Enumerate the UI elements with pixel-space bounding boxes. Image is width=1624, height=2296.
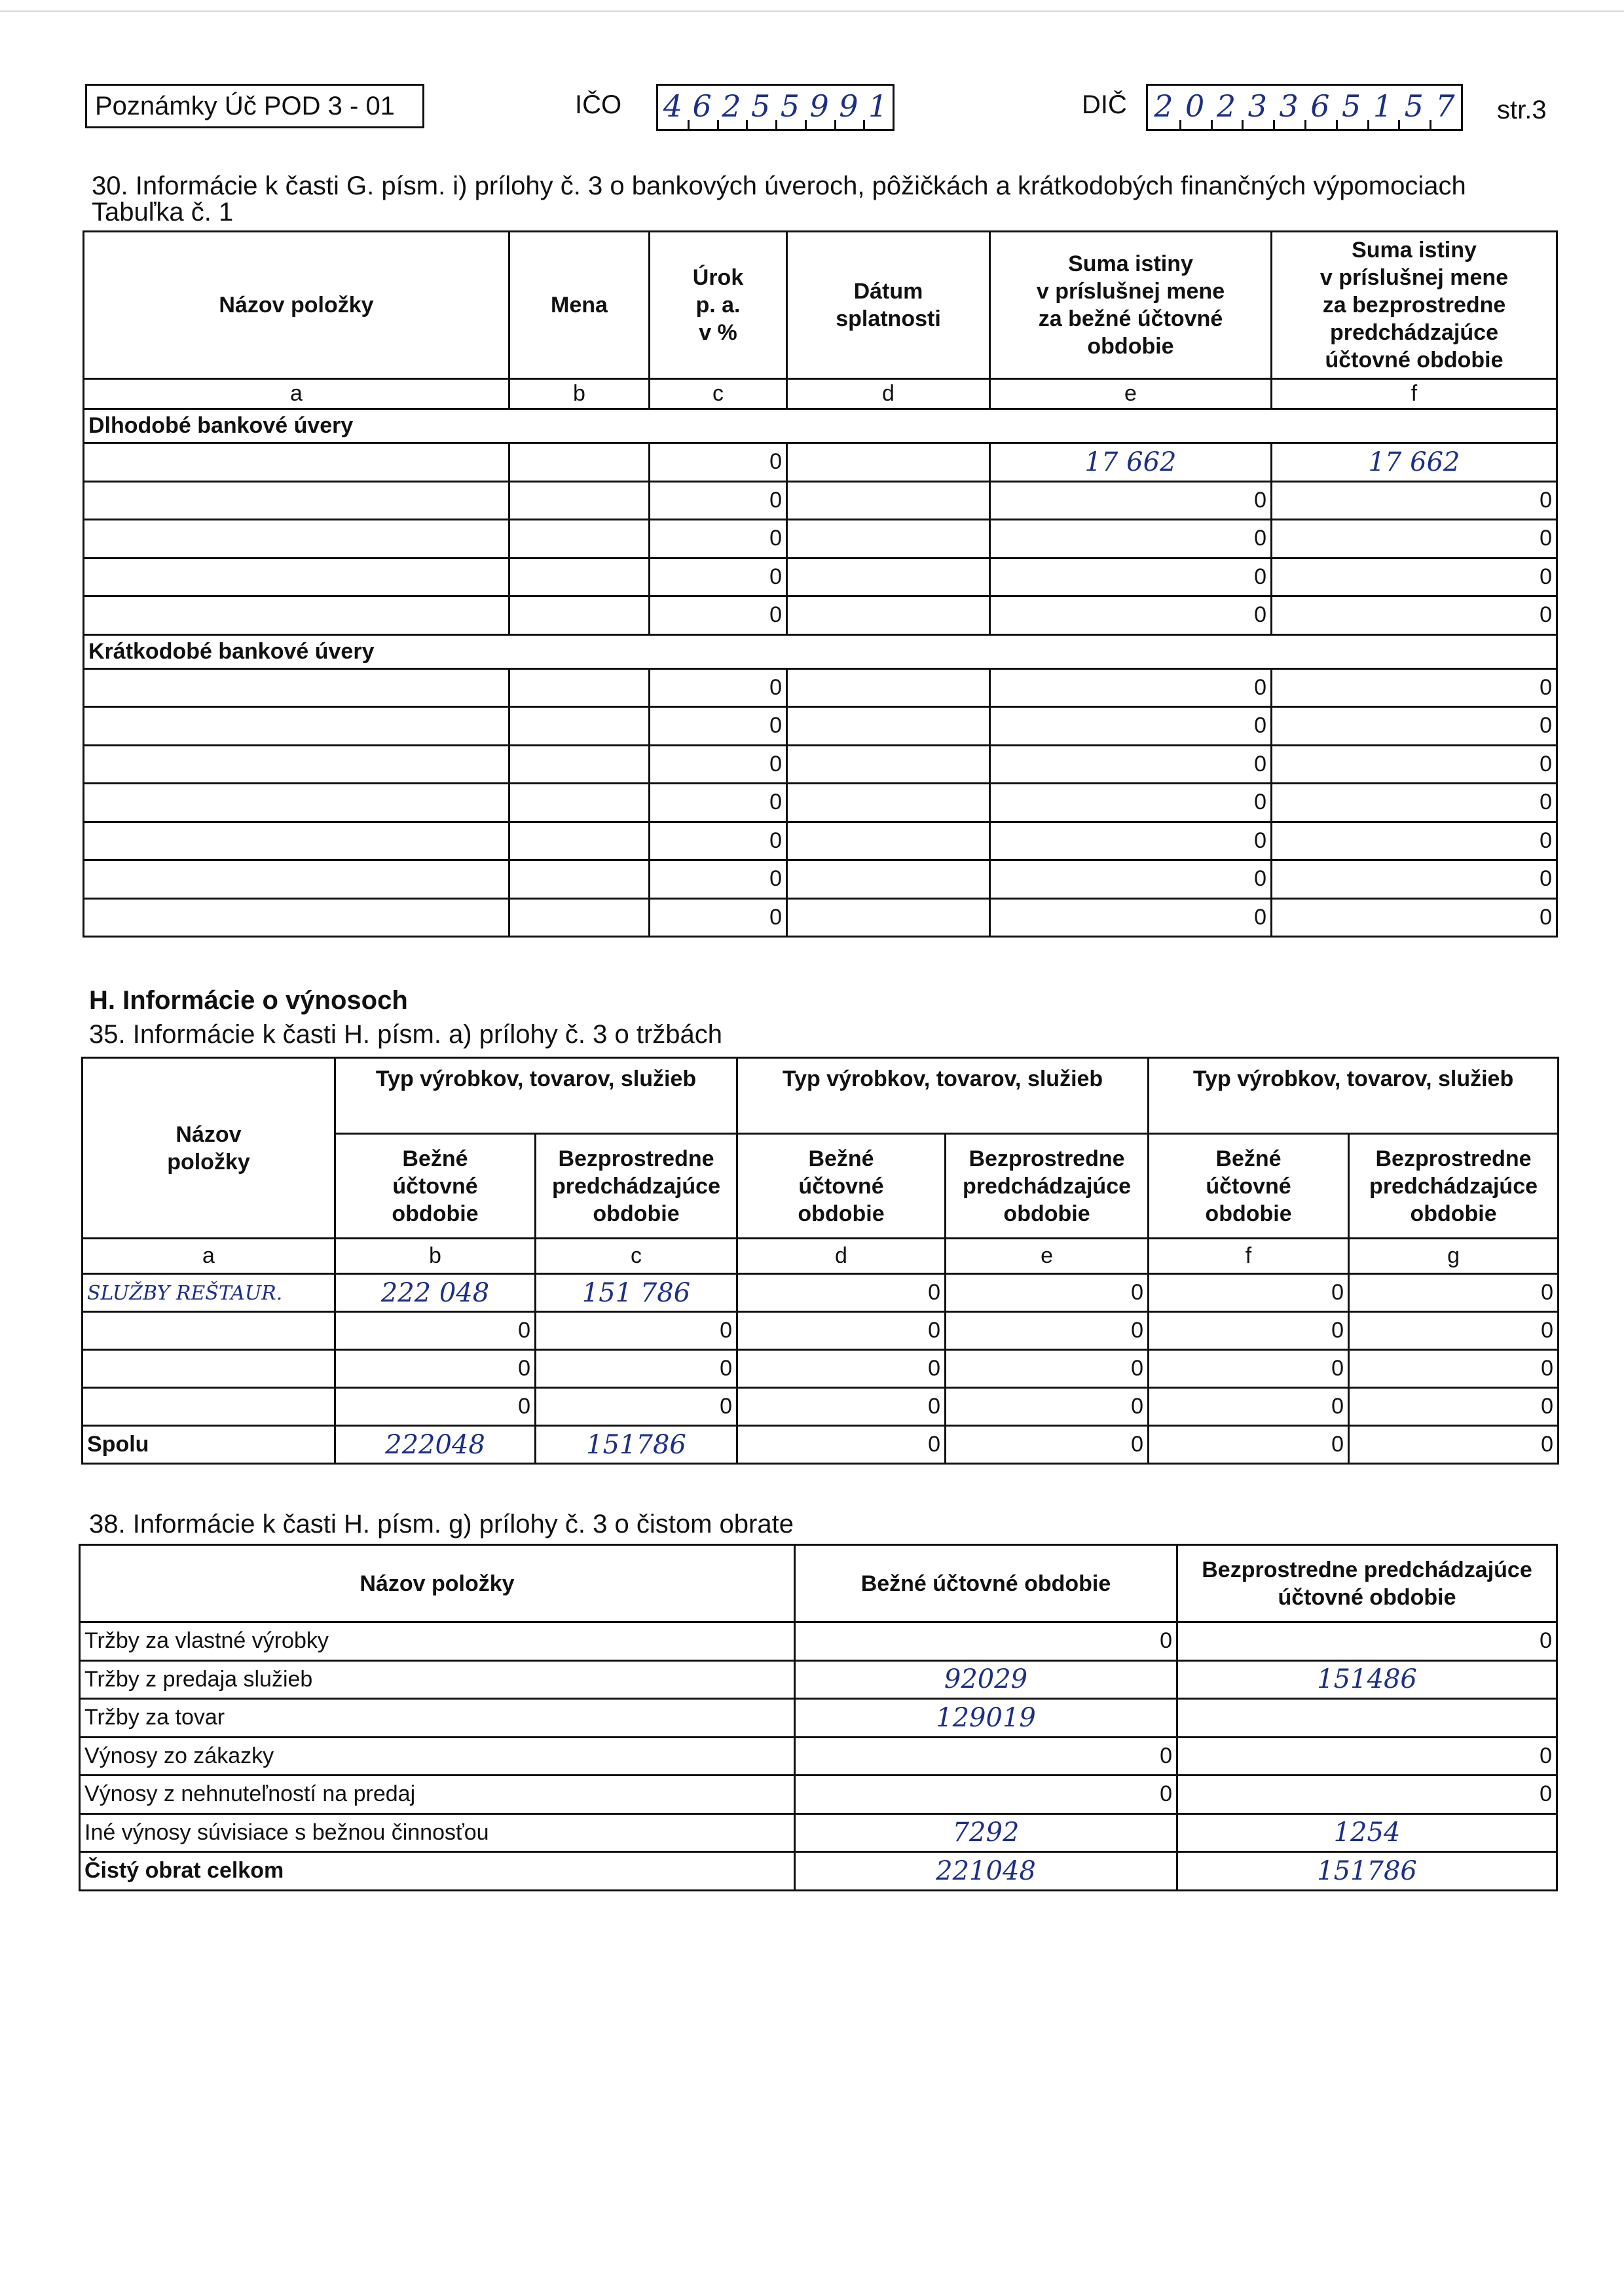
loan-rate-cell: 0 bbox=[650, 443, 787, 482]
handwritten-value: 92029 bbox=[944, 1664, 1028, 1695]
loan-name-cell bbox=[84, 596, 509, 635]
revenue-value-cell: 0 bbox=[946, 1350, 1149, 1388]
revenue-value-cell bbox=[335, 1274, 536, 1312]
handwritten-value: 222 048 bbox=[380, 1277, 490, 1308]
loan-row bbox=[84, 558, 1557, 596]
section-label: Dlhodobé bankové úvery bbox=[84, 409, 1557, 443]
loan-name-cell bbox=[84, 745, 509, 784]
revenue-value-cell: 0 bbox=[946, 1274, 1149, 1312]
revenue-value-cell: 0 bbox=[536, 1350, 737, 1388]
handwritten-value: 151 786 bbox=[581, 1277, 691, 1308]
revenue-row bbox=[83, 1388, 1559, 1426]
handwritten-value: 7292 bbox=[952, 1817, 1020, 1848]
loan-current-cell: 0 bbox=[990, 520, 1272, 558]
digit: 2 bbox=[717, 86, 747, 129]
handwritten-value: 1254 bbox=[1333, 1817, 1401, 1848]
loan-row bbox=[84, 596, 1557, 635]
turnover-name-cell: Výnosy z nehnuteľností na predaj bbox=[80, 1776, 795, 1814]
loan-row bbox=[84, 745, 1557, 784]
turnover-current-cell: 0 bbox=[795, 1622, 1177, 1661]
col-current: Bežné účtovné obdobie bbox=[1149, 1134, 1349, 1239]
revenue-value-cell: 0 bbox=[1349, 1388, 1559, 1426]
turnover-current-cell: 0 bbox=[795, 1737, 1177, 1776]
col-name: Názov položky bbox=[84, 232, 509, 379]
loan-name-cell bbox=[84, 784, 509, 822]
loan-current-cell: 0 bbox=[990, 707, 1272, 746]
loan-currency-cell bbox=[509, 784, 650, 822]
loan-name-cell bbox=[84, 898, 509, 937]
handwritten-value: 151486 bbox=[1317, 1664, 1417, 1695]
loan-currency-cell bbox=[509, 898, 650, 937]
revenue-value-cell: 0 bbox=[1149, 1426, 1349, 1464]
loan-rate-cell: 0 bbox=[650, 784, 787, 822]
loan-rate-cell: 0 bbox=[650, 520, 787, 558]
loan-row bbox=[84, 481, 1557, 520]
section-30-subtitle: Tabuľka č. 1 bbox=[92, 198, 234, 227]
revenue-value-cell bbox=[335, 1426, 536, 1464]
loan-currency-cell bbox=[509, 707, 650, 746]
loan-previous-cell: 0 bbox=[1272, 784, 1557, 822]
letter: a bbox=[83, 1239, 335, 1274]
loan-row bbox=[84, 668, 1557, 707]
ico-field bbox=[656, 84, 895, 131]
col-name: Názov položky bbox=[83, 1058, 335, 1239]
col-rate: Úrok p. a. v % bbox=[650, 232, 787, 379]
dic-field bbox=[1146, 84, 1463, 131]
turnover-previous-cell: 0 bbox=[1177, 1776, 1557, 1814]
turnover-previous-cell bbox=[1177, 1660, 1557, 1699]
digit: 7 bbox=[1430, 86, 1461, 129]
dic-label: DIČ bbox=[1082, 90, 1127, 119]
loan-currency-cell bbox=[509, 668, 650, 707]
letter: e bbox=[946, 1239, 1149, 1274]
page-number: str.3 bbox=[1497, 96, 1547, 124]
handwritten-value: 151786 bbox=[586, 1429, 686, 1460]
revenue-row bbox=[83, 1312, 1559, 1350]
loan-name-cell bbox=[84, 558, 509, 596]
loan-current-cell: 0 bbox=[990, 481, 1272, 520]
col-previous: Bezprostredne predchádzajúce obdobie bbox=[946, 1134, 1149, 1239]
revenue-value-cell: 0 bbox=[335, 1388, 536, 1426]
turnover-name-cell: Iné výnosy súvisiace s bežnou činnosťou bbox=[80, 1813, 795, 1852]
revenue-letters-row bbox=[83, 1239, 1559, 1274]
loan-rate-cell: 0 bbox=[650, 558, 787, 596]
letter: f bbox=[1149, 1239, 1349, 1274]
loan-currency-cell bbox=[509, 745, 650, 784]
revenue-value-cell: 0 bbox=[335, 1350, 536, 1388]
loan-name-cell bbox=[84, 481, 509, 520]
col-principal-previous: Suma istiny v príslušnej mene za bezprostredne predchádzajúce účtovné obdobie bbox=[1272, 232, 1557, 379]
col-due-date: Dátum splatnosti bbox=[787, 232, 990, 379]
loan-current-cell: 0 bbox=[990, 558, 1272, 596]
scan-edge-line bbox=[0, 10, 1624, 12]
loan-current-cell: 0 bbox=[990, 668, 1272, 707]
turnover-name-cell: Tržby za vlastné výrobky bbox=[80, 1622, 795, 1661]
letter: e bbox=[990, 379, 1272, 409]
loan-currency-cell bbox=[509, 481, 650, 520]
loan-current-cell: 0 bbox=[990, 596, 1272, 635]
digit: 3 bbox=[1273, 86, 1304, 129]
handwritten-value: 222048 bbox=[385, 1429, 485, 1460]
digit: 9 bbox=[805, 86, 834, 129]
loan-name-cell bbox=[84, 707, 509, 746]
loan-rate-cell: 0 bbox=[650, 860, 787, 899]
turnover-name-cell: Tržby za tovar bbox=[80, 1699, 795, 1738]
loan-rate-cell: 0 bbox=[650, 822, 787, 860]
revenue-value-cell: 0 bbox=[737, 1274, 946, 1312]
revenue-value-cell: 0 bbox=[737, 1426, 946, 1464]
loan-current-cell bbox=[990, 443, 1272, 482]
loan-due-cell bbox=[787, 707, 990, 746]
loan-name-cell bbox=[84, 668, 509, 707]
loan-rate-cell: 0 bbox=[650, 745, 787, 784]
revenue-value-cell: 0 bbox=[946, 1426, 1149, 1464]
long-term-loans-label-row bbox=[84, 409, 1557, 443]
short-term-loans-label-row bbox=[84, 634, 1557, 668]
loan-previous-cell: 0 bbox=[1272, 596, 1557, 635]
loans-letters-row bbox=[84, 379, 1557, 409]
revenue-value-cell: 0 bbox=[335, 1312, 536, 1350]
turnover-row bbox=[80, 1699, 1557, 1738]
revenue-value-cell: 0 bbox=[1349, 1350, 1559, 1388]
col-principal-current: Suma istiny v príslušnej mene za bežné účtovné obdobie bbox=[990, 232, 1272, 379]
loan-previous-cell: 0 bbox=[1272, 745, 1557, 784]
col-name: Názov položky bbox=[80, 1545, 795, 1622]
loan-previous-cell: 0 bbox=[1272, 898, 1557, 937]
loan-current-cell: 0 bbox=[990, 745, 1272, 784]
revenue-value-cell: 0 bbox=[946, 1312, 1149, 1350]
digit: 5 bbox=[1336, 86, 1367, 129]
digit: 2 bbox=[1154, 88, 1173, 124]
revenue-value-cell: 0 bbox=[536, 1312, 737, 1350]
loan-due-cell bbox=[787, 558, 990, 596]
revenue-value-cell: 0 bbox=[1149, 1350, 1349, 1388]
turnover-row bbox=[80, 1622, 1557, 1661]
loan-due-cell bbox=[787, 668, 990, 707]
revenue-name-cell bbox=[83, 1350, 335, 1388]
loan-due-cell bbox=[787, 520, 990, 558]
col-previous: Bezprostredne predchádzajúce obdobie bbox=[536, 1134, 737, 1239]
col-current: Bežné účtovné obdobie bbox=[737, 1134, 946, 1239]
digit: 6 bbox=[1304, 86, 1336, 129]
form-label-box bbox=[85, 84, 424, 128]
loan-rate-cell: 0 bbox=[650, 481, 787, 520]
type-group-3: Typ výrobkov, tovarov, služieb bbox=[1149, 1058, 1559, 1134]
turnover-name-cell: Čistý obrat celkom bbox=[80, 1852, 795, 1891]
loan-rate-cell: 0 bbox=[650, 898, 787, 937]
revenue-value-cell: 0 bbox=[1349, 1274, 1559, 1312]
dic-digits bbox=[1148, 86, 1461, 129]
revenue-row bbox=[83, 1350, 1559, 1388]
digit: 0 bbox=[1179, 86, 1211, 129]
loan-previous-cell: 0 bbox=[1272, 822, 1557, 860]
loan-currency-cell bbox=[509, 860, 650, 899]
col-current: Bežné účtovné obdobie bbox=[335, 1134, 536, 1239]
loan-row bbox=[84, 707, 1557, 746]
revenue-value-cell bbox=[536, 1426, 737, 1464]
turnover-row bbox=[80, 1776, 1557, 1814]
loan-currency-cell bbox=[509, 822, 650, 860]
loan-currency-cell bbox=[509, 520, 650, 558]
turnover-previous-cell bbox=[1177, 1699, 1557, 1738]
loan-previous-cell: 0 bbox=[1272, 520, 1557, 558]
digit: 5 bbox=[746, 86, 775, 129]
letter: c bbox=[650, 379, 787, 409]
digit: 6 bbox=[688, 86, 717, 129]
letter: f bbox=[1272, 379, 1557, 409]
section-35-title: 35. Informácie k časti H. písm. a) prílohy č. 3 o tržbách bbox=[89, 1020, 723, 1049]
turnover-header-row bbox=[80, 1545, 1557, 1622]
revenue-value-cell: 0 bbox=[1349, 1312, 1559, 1350]
loan-name-cell bbox=[84, 860, 509, 899]
turnover-name-cell: Tržby z predaja služieb bbox=[80, 1660, 795, 1699]
loan-rate-cell: 0 bbox=[650, 668, 787, 707]
digit: 5 bbox=[775, 86, 805, 129]
revenue-name-cell: Spolu bbox=[83, 1426, 335, 1464]
loan-row bbox=[84, 443, 1557, 482]
loan-current-cell: 0 bbox=[990, 784, 1272, 822]
loan-due-cell bbox=[787, 596, 990, 635]
loan-row bbox=[84, 784, 1557, 822]
turnover-current-cell bbox=[795, 1699, 1177, 1738]
revenue-value-cell: 0 bbox=[1349, 1426, 1559, 1464]
loan-previous-cell bbox=[1272, 443, 1557, 482]
loan-row bbox=[84, 898, 1557, 937]
loan-name-cell bbox=[84, 520, 509, 558]
type-group-2: Typ výrobkov, tovarov, služieb bbox=[737, 1058, 1149, 1134]
section-30-title: 30. Informácie k časti G. písm. i) prílohy č. 3 o bankových úveroch, pôžičkách a krátkodobých finančných výpomociach bbox=[92, 172, 1466, 200]
col-previous: Bezprostredne predchádzajúce účtovné obdobie bbox=[1177, 1545, 1557, 1622]
revenue-value-cell: 0 bbox=[946, 1388, 1149, 1426]
letter: b bbox=[509, 379, 650, 409]
col-currency: Mena bbox=[509, 232, 650, 379]
revenue-value-cell: 0 bbox=[1149, 1312, 1349, 1350]
loan-previous-cell: 0 bbox=[1272, 707, 1557, 746]
loan-name-cell bbox=[84, 822, 509, 860]
handwritten-name: SLUŽBY REŠTAUR. bbox=[87, 1282, 283, 1305]
loans-table bbox=[83, 230, 1558, 938]
letter: g bbox=[1349, 1239, 1559, 1274]
loan-previous-cell: 0 bbox=[1272, 860, 1557, 899]
letter: b bbox=[335, 1239, 536, 1274]
loan-due-cell bbox=[787, 822, 990, 860]
loan-rate-cell: 0 bbox=[650, 596, 787, 635]
loan-due-cell bbox=[787, 481, 990, 520]
net-turnover-table bbox=[79, 1544, 1558, 1891]
loan-current-cell: 0 bbox=[990, 860, 1272, 899]
revenue-value-cell: 0 bbox=[737, 1312, 946, 1350]
loan-currency-cell bbox=[509, 596, 650, 635]
turnover-total-row bbox=[80, 1852, 1557, 1891]
loan-due-cell bbox=[787, 745, 990, 784]
form-label: Poznámky Úč POD 3 - 01 bbox=[95, 92, 395, 120]
ico-label: IČO bbox=[575, 90, 622, 119]
loan-row bbox=[84, 860, 1557, 899]
letter: c bbox=[536, 1239, 737, 1274]
turnover-previous-cell: 0 bbox=[1177, 1737, 1557, 1776]
loan-previous-cell: 0 bbox=[1272, 558, 1557, 596]
loan-due-cell bbox=[787, 860, 990, 899]
loan-rate-cell: 0 bbox=[650, 707, 787, 746]
turnover-previous-cell: 0 bbox=[1177, 1622, 1557, 1661]
loan-previous-cell: 0 bbox=[1272, 668, 1557, 707]
revenue-name-cell bbox=[83, 1388, 335, 1426]
section-h-title: H. Informácie o výnosoch bbox=[89, 986, 408, 1015]
loan-due-cell bbox=[787, 784, 990, 822]
digit: 1 bbox=[863, 86, 893, 129]
turnover-row bbox=[80, 1660, 1557, 1699]
loan-currency-cell bbox=[509, 443, 650, 482]
revenue-value-cell: 0 bbox=[1149, 1274, 1349, 1312]
turnover-row bbox=[80, 1737, 1557, 1776]
digit: 9 bbox=[834, 86, 864, 129]
revenue-total-row bbox=[83, 1426, 1559, 1464]
digit: 2 bbox=[1211, 86, 1242, 129]
section-38-title: 38. Informácie k časti H. písm. g) prílohy č. 3 o čistom obrate bbox=[89, 1510, 794, 1539]
letter: d bbox=[737, 1239, 946, 1274]
loan-name-cell bbox=[84, 443, 509, 482]
digit: 5 bbox=[1398, 86, 1430, 129]
turnover-previous-cell bbox=[1177, 1852, 1557, 1891]
loan-currency-cell bbox=[509, 558, 650, 596]
section-label: Krátkodobé bankové úvery bbox=[84, 634, 1557, 668]
letter: a bbox=[84, 379, 509, 409]
revenue-value-cell: 0 bbox=[737, 1350, 946, 1388]
revenue-value-cell: 0 bbox=[737, 1388, 946, 1426]
digit: 3 bbox=[1242, 86, 1273, 129]
handwritten-value: 151786 bbox=[1317, 1855, 1417, 1886]
loans-header-row bbox=[84, 232, 1557, 379]
col-previous: Bezprostredne predchádzajúce obdobie bbox=[1349, 1134, 1559, 1239]
loan-row bbox=[84, 520, 1557, 558]
turnover-row bbox=[80, 1813, 1557, 1852]
revenue-header-row1 bbox=[83, 1058, 1559, 1134]
ico-digits bbox=[658, 86, 893, 129]
handwritten-value: 221048 bbox=[936, 1855, 1036, 1886]
loan-due-cell bbox=[787, 443, 990, 482]
handwritten-value: 129019 bbox=[936, 1702, 1036, 1733]
revenue-name-cell bbox=[83, 1312, 335, 1350]
turnover-current-cell bbox=[795, 1852, 1177, 1891]
handwritten-value: 17 662 bbox=[1084, 446, 1177, 477]
revenue-name-cell bbox=[83, 1274, 335, 1312]
loan-previous-cell: 0 bbox=[1272, 481, 1557, 520]
turnover-name-cell: Výnosy zo zákazky bbox=[80, 1737, 795, 1776]
loan-due-cell bbox=[787, 898, 990, 937]
revenue-value-cell: 0 bbox=[536, 1388, 737, 1426]
letter: d bbox=[787, 379, 990, 409]
col-current: Bežné účtovné obdobie bbox=[795, 1545, 1177, 1622]
loan-row bbox=[84, 822, 1557, 860]
loan-current-cell: 0 bbox=[990, 898, 1272, 937]
turnover-current-cell bbox=[795, 1813, 1177, 1852]
revenue-row bbox=[83, 1274, 1559, 1312]
type-group-1: Typ výrobkov, tovarov, služieb bbox=[335, 1058, 737, 1134]
revenue-table bbox=[81, 1057, 1559, 1465]
turnover-previous-cell bbox=[1177, 1813, 1557, 1852]
turnover-current-cell bbox=[795, 1660, 1177, 1699]
revenue-value-cell: 0 bbox=[1149, 1388, 1349, 1426]
turnover-current-cell: 0 bbox=[795, 1776, 1177, 1814]
digit: 1 bbox=[1367, 86, 1399, 129]
digit: 4 bbox=[663, 88, 683, 124]
revenue-value-cell bbox=[536, 1274, 737, 1312]
loan-current-cell: 0 bbox=[990, 822, 1272, 860]
handwritten-value: 17 662 bbox=[1368, 446, 1460, 477]
